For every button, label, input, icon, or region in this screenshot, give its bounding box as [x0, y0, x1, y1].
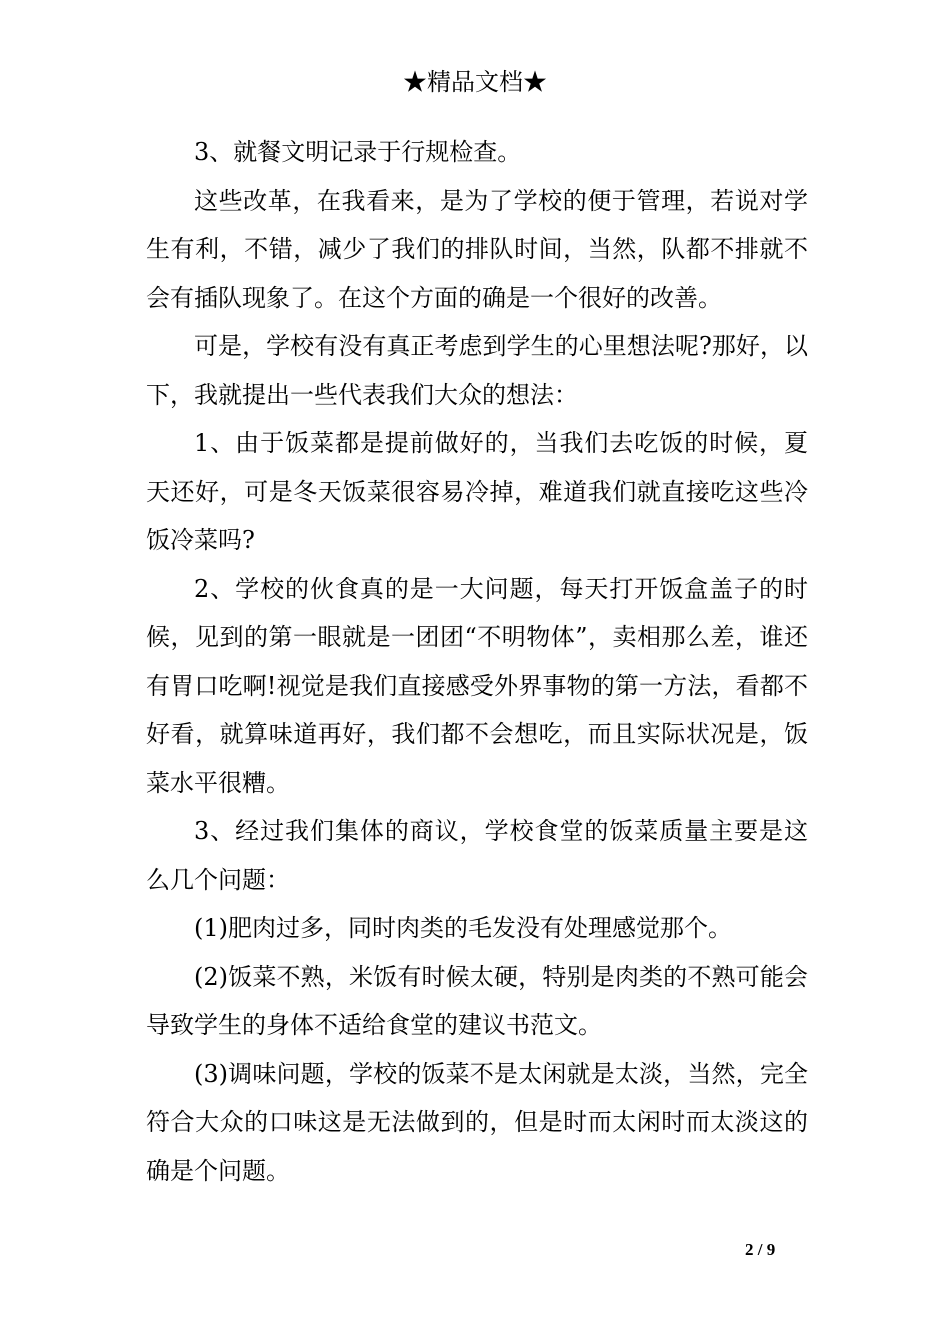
- paragraph: 3、就餐文明记录于行规检查。: [194, 138, 522, 166]
- paragraph: 可是，学校有没有真正考虑到学生的心里想法呢?那好，以下，我就提出一些代表我们大众的想法：: [146, 332, 808, 409]
- header-title: ★精品文档★: [403, 68, 547, 96]
- paragraph: 1、由于饭菜都是提前做好的，当我们去吃饭的时候，夏天还好，可是冬天饭菜很容易冷掉，难道我们就直接吃这些冷饭冷菜吗?: [146, 429, 808, 554]
- paragraph: 这些改革，在我看来，是为了学校的便于管理，若说对学生有利，不错，减少了我们的排队时间，当然，队都不排就不会有插队现象了。在这个方面的确是一个很好的改善。: [146, 186, 808, 312]
- paragraph: (1)肥肉过多，同时肉类的毛发没有处理感觉那个。: [194, 914, 732, 942]
- paragraph: (2)饭菜不熟，米饭有时候太硬，特别是肉类的不熟可能会导致学生的身体不适给食堂的建议书范文。: [146, 962, 808, 1039]
- page-number: 2 / 9: [745, 1240, 776, 1259]
- page-header: [0, 62, 950, 102]
- paragraph: 2、学校的伙食真的是一大问题，每天打开饭盒盖子的时候，见到的第一眼就是一团团“不明物体”，卖相那么差，谁还有胃口吃啊!视觉是我们直接感受外界事物的第一方法，看都不好看，就算味道再好，我们都不会想吃，而且实际状况是，饭菜水平很糟。: [146, 574, 808, 797]
- page-footer: [745, 1240, 775, 1260]
- document-body: [146, 128, 808, 1195]
- paragraph: (3)调味问题，学校的饭菜不是太闲就是太淡，当然，完全符合大众的口味这是无法做到的，但是时而太闲时而太淡这的确是个问题。: [146, 1059, 808, 1185]
- paragraph: 3、经过我们集体的商议，学校食堂的饭菜质量主要是这么几个问题：: [146, 817, 808, 894]
